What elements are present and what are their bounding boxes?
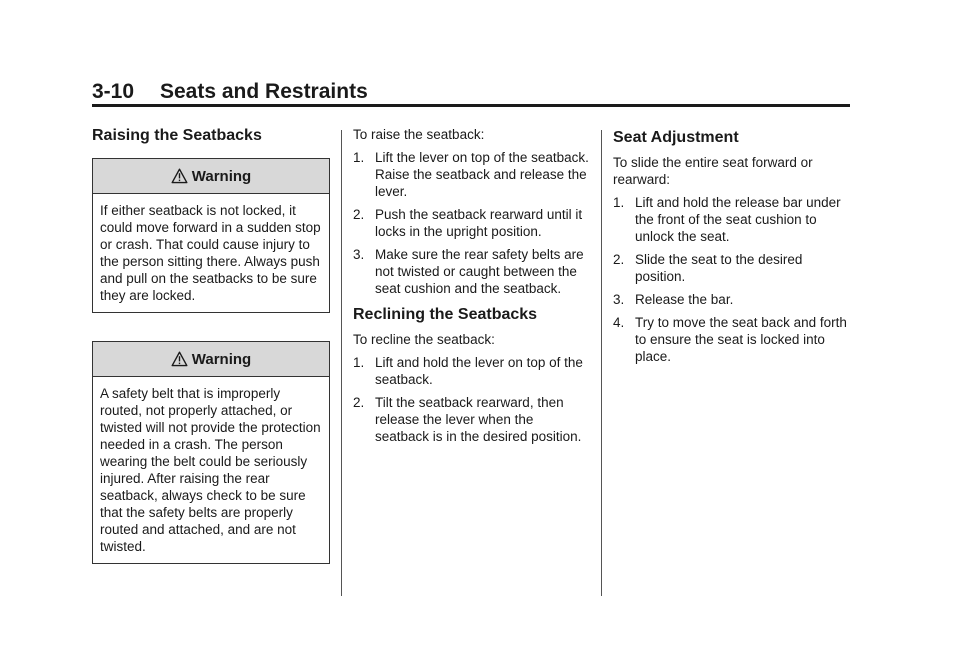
seat-adjust-intro: To slide the entire seat forward or rearward: (613, 155, 813, 187)
list-item (353, 354, 591, 388)
list-item (353, 394, 591, 445)
step-number: 1. (353, 355, 365, 370)
warning-text: If either seatback is not locked, it could move forward in a sudden stop or crash. That could cause injury to the person sitting there. Always push and pull on the seatbacks to be sure they are locked. (100, 203, 321, 303)
step-text: Lift and hold the lever on top of the seatback. (375, 355, 583, 387)
step-text: Make sure the rear safety belts are not twisted or caught between the seat cushion and the seatback. (375, 247, 584, 296)
warning-header (93, 342, 329, 377)
list-item (613, 251, 853, 285)
seat-adjust-steps-list (613, 194, 853, 365)
warning-text: A safety belt that is improperly routed, not properly attached, or twisted will not provide the protection needed in a crash. The person wearing the belt could be seriously injured. After raising the rear seatback, always check to be sure that the safety belts are properly routed and attached, and are not twisted. (100, 386, 321, 554)
warning-box-safety-belt (92, 341, 330, 564)
list-item (613, 291, 853, 308)
raise-steps-list (353, 149, 591, 297)
step-number: 2. (613, 252, 625, 267)
step-number: 4. (613, 315, 625, 330)
step-number: 3. (353, 247, 365, 262)
step-number: 3. (613, 292, 625, 307)
column-raise-recline (353, 126, 591, 445)
warning-triangle-icon (171, 351, 188, 367)
list-item (353, 206, 591, 240)
step-text: Tilt the seatback rearward, then release the lever when the seatback is in the desired position. (375, 395, 582, 444)
step-number: 2. (353, 395, 365, 410)
heading-raising-seatbacks: Raising the Seatbacks (92, 127, 262, 144)
step-text: Lift and hold the release bar under the front of the seat cushion to unlock the seat. (635, 195, 841, 244)
step-text: Slide the seat to the desired position. (635, 252, 803, 284)
page-header (92, 80, 850, 107)
column-seat-adjustment (613, 126, 853, 365)
section-title: Seats and Restraints (160, 80, 368, 103)
warning-header (93, 159, 329, 194)
list-item (613, 194, 853, 245)
warning-triangle-icon (171, 168, 188, 184)
raise-intro: To raise the seatback: (353, 127, 485, 142)
list-item (353, 149, 591, 200)
step-text: Lift the lever on top of the seatback. Raise the seatback and release the lever. (375, 150, 589, 199)
column-raising-seatbacks (92, 126, 330, 564)
column-divider (341, 130, 342, 596)
column-divider (601, 130, 602, 596)
warning-box-seatback-lock (92, 158, 330, 313)
recline-steps-list (353, 354, 591, 445)
step-text: Release the bar. (635, 292, 734, 307)
step-number: 1. (353, 150, 365, 165)
step-text: Push the seatback rearward until it locks in the upright position. (375, 207, 583, 239)
page-number: 3-10 (92, 80, 135, 103)
step-number: 2. (353, 207, 365, 222)
list-item (613, 314, 853, 365)
heading-reclining-seatbacks: Reclining the Seatbacks (353, 306, 538, 323)
step-text: Try to move the seat back and forth to ensure the seat is locked into place. (635, 315, 847, 364)
step-number: 1. (613, 195, 625, 210)
list-item (353, 246, 591, 297)
warning-title: Warning (191, 350, 252, 368)
heading-seat-adjustment: Seat Adjustment (613, 129, 739, 146)
recline-intro: To recline the seatback: (353, 332, 495, 347)
warning-title: Warning (191, 167, 252, 185)
